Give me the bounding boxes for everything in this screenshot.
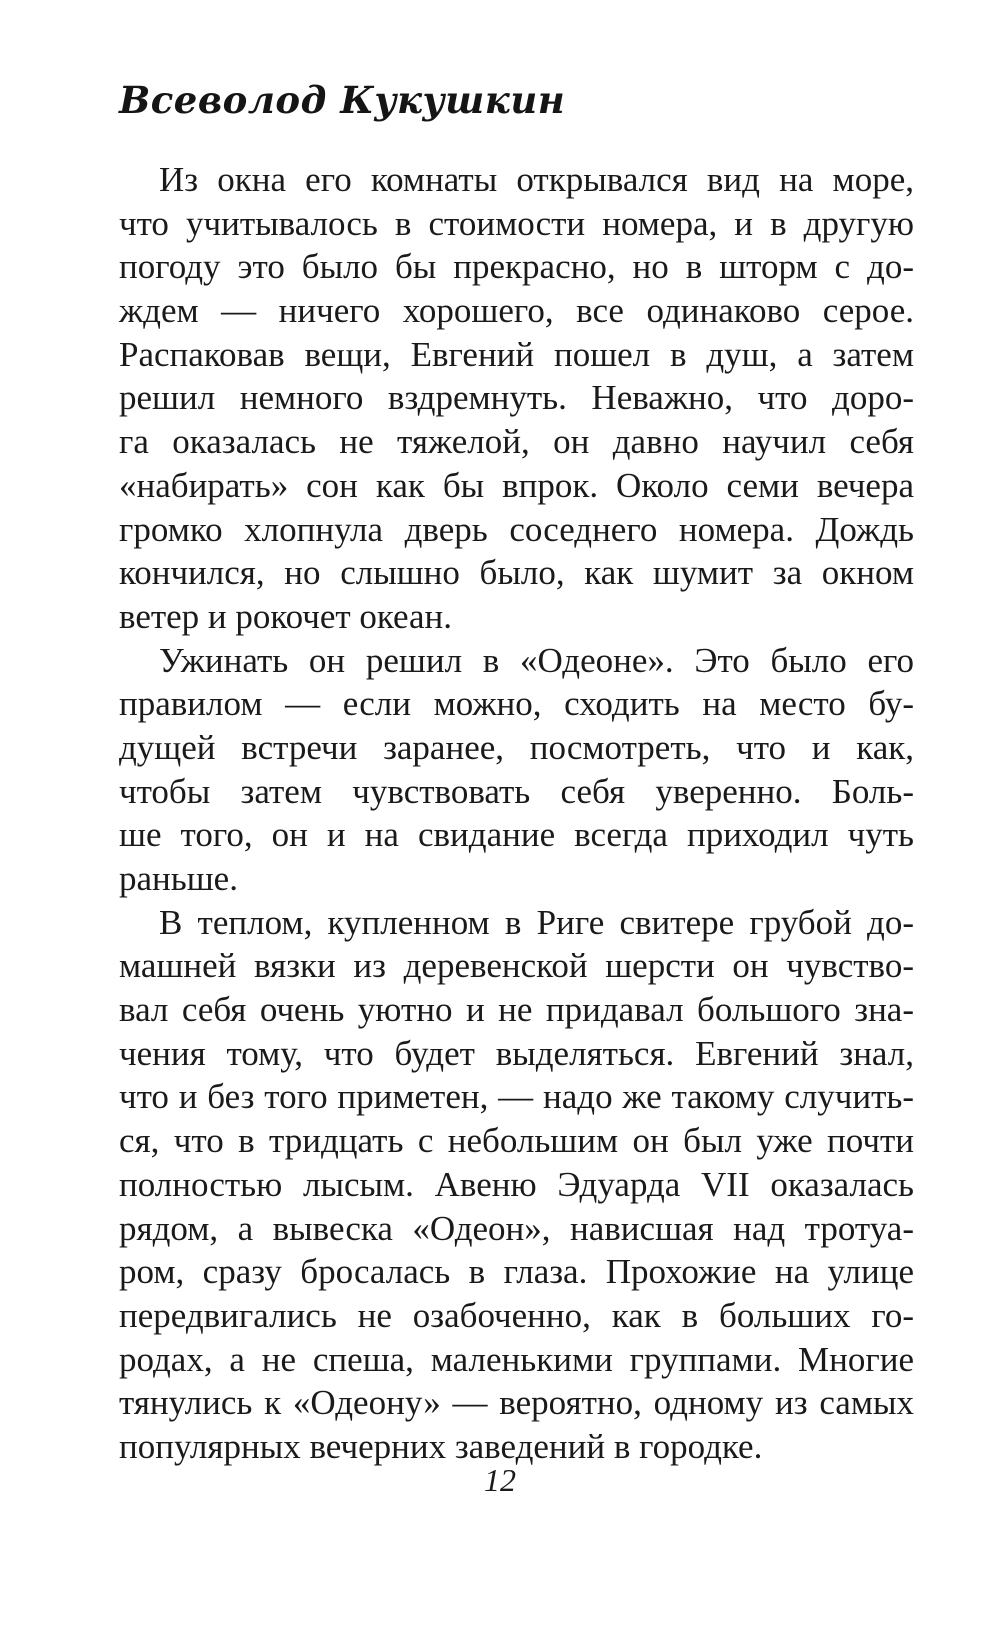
text-line: громко хлопнула дверь соседнего номера. Дождь [119, 509, 914, 549]
text-line: погоду это было бы прекрасно, но в шторм с до- [119, 247, 914, 287]
text-line: «набирать» сон как бы впрок. Около семи вечера [119, 465, 914, 505]
running-head-author: Всеволод Кукушкин [119, 78, 566, 122]
text-line: чения тому, что будет выделяться. Евгений знал, [119, 1033, 914, 1073]
text-line: решил немного вздремнуть. Неважно, что доро- [119, 378, 914, 418]
text-line: га оказалась не тяжелой, он давно научил себя [119, 422, 914, 462]
text-line: Из окна его комнаты открывался вид на море, [159, 160, 914, 199]
text-line: что учитывалось в стоимости номера, и в другую [119, 203, 914, 243]
text-line: ше того, он и на свидание всегда приходил чуть [119, 815, 914, 855]
text-line: тянулись к «Одеону» — вероятно, одному из самых [119, 1383, 914, 1423]
text-line: вал себя очень уютно и не придавал большого зна- [119, 990, 914, 1030]
page-number: 12 [484, 1462, 516, 1498]
text-line: ждем — ничего хорошего, все одинаково серое. [119, 291, 914, 331]
text-line: ся, что в тридцать с небольшим он был уже почти [119, 1121, 914, 1161]
text-line: родах, а не спеша, маленькими группами. Многие [119, 1339, 914, 1379]
text-line: правилом — если можно, сходить на место бу- [119, 684, 914, 724]
text-line: Ужинать он решил в «Одеоне». Это было его [159, 640, 914, 680]
text-line: ветер и рокочет океан. [119, 596, 453, 636]
text-line: что и без того приметен, — надо же такому случить- [119, 1077, 914, 1117]
text-line: В теплом, купленном в Риге свитере грубой до- [159, 902, 914, 942]
text-line: популярных вечерних заведений в городке. [119, 1426, 763, 1466]
text-line: чтобы затем чувствовать себя уверенно. Боль- [119, 771, 914, 811]
text-line: раньше. [119, 859, 238, 898]
text-line: ром, сразу бросалась в глаза. Прохожие на улице [119, 1252, 914, 1292]
body-text [119, 158, 914, 1469]
text-line: кончился, но слышно было, как шумит за окном [119, 553, 914, 593]
text-line: передвигались не озабоченно, как в больших го- [119, 1295, 914, 1335]
text-line: дущей встречи заранее, посмотреть, что и как, [119, 727, 914, 767]
paragraph [119, 901, 914, 1469]
paragraph [119, 158, 914, 639]
text-line: Распаковав вещи, Евгений пошел в душ, а затем [119, 334, 914, 374]
text-line: рядом, а вывеска «Одеон», нависшая над тротуа- [119, 1208, 914, 1248]
text-line: машней вязки из деревенской шерсти он чувство- [119, 946, 914, 986]
text-line: полностью лысым. Авеню Эдуарда VII оказалась [119, 1164, 914, 1204]
paragraph [119, 639, 914, 901]
